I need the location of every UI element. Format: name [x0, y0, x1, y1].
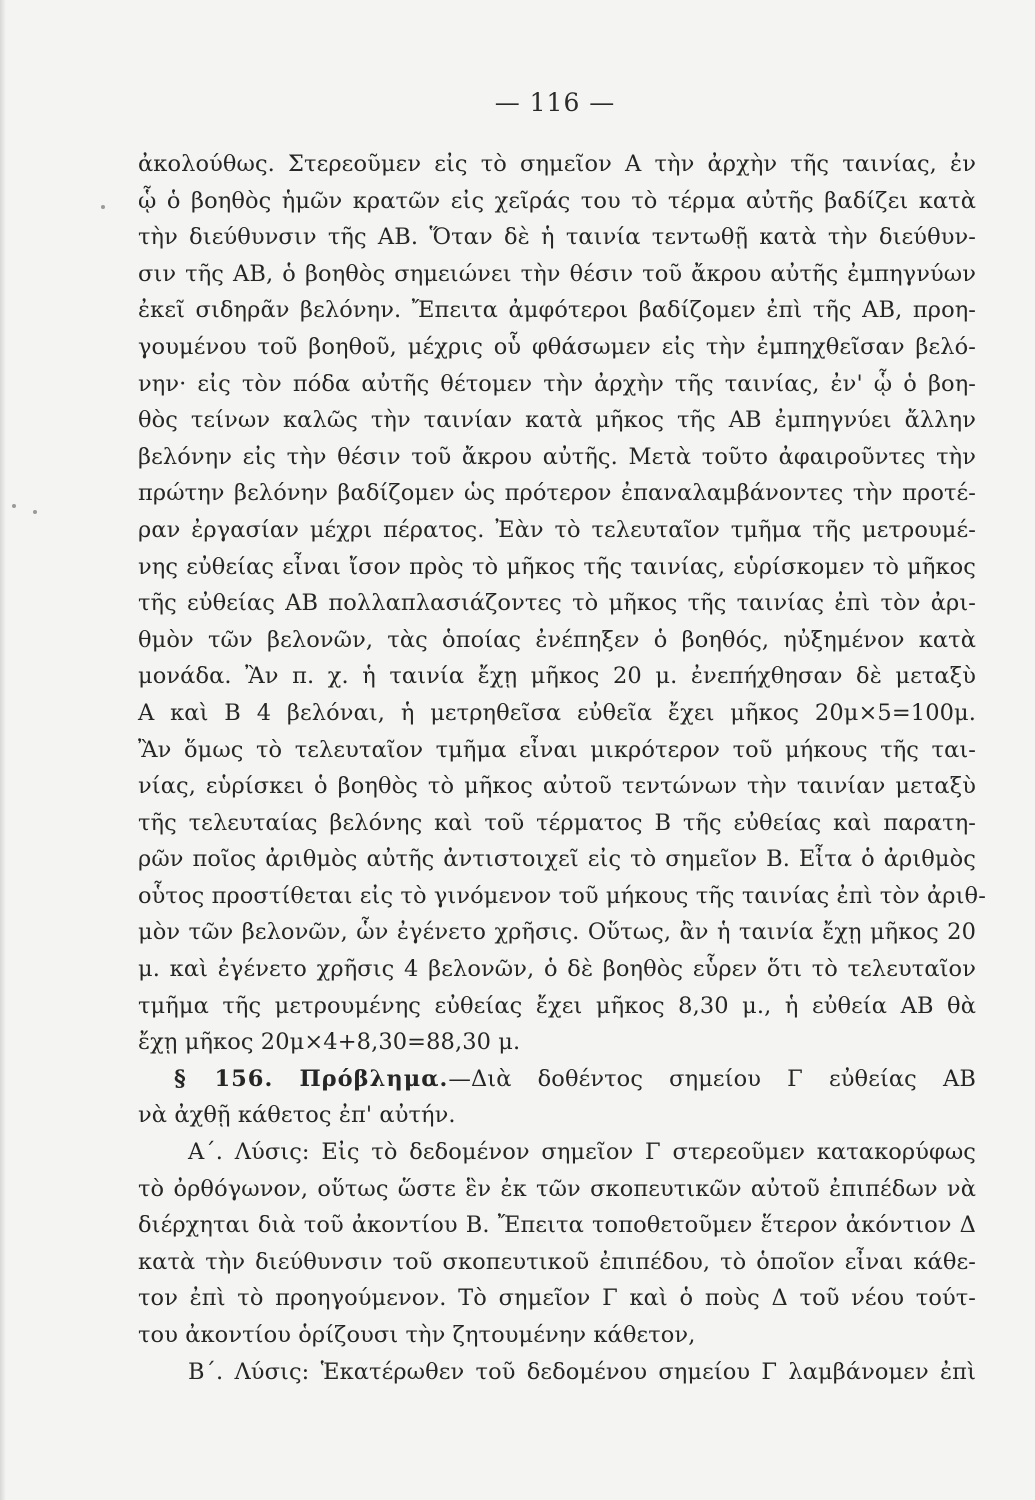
text-line: νίας, εὑρίσκει ὁ βοηθὸς τὸ μῆκος αὐτοῦ τεντώνων τὴν ταινίαν μεταξὺ	[138, 773, 976, 800]
text-line: θὸς τείνων καλῶς τὴν ταινίαν κατὰ μῆκος τῆς ΑΒ ἐμπηγνύει ἄλλην	[138, 407, 976, 434]
text-line: τὴν διεύθυνσιν τῆς ΑΒ. Ὅταν δὲ ἡ ταινία τεντωθῇ κατὰ τὴν διεύθυν-	[138, 224, 976, 251]
text-line: Α καὶ Β 4 βελόναι, ἡ μετρηθεῖσα εὐθεῖα ἔχει μῆκος 20μ×5=100μ.	[138, 699, 976, 726]
text-line: βελόνην εἰς τὴν θέσιν τοῦ ἄκρου αὐτῆς. Μετὰ τοῦτο ἀφαιροῦντες τὴν	[138, 443, 976, 470]
text-line: θμὸν τῶν βελονῶν, τὰς ὁποίας ἐνέπηξεν ὁ βοηθός, ηὐξημένον κατὰ	[138, 626, 976, 653]
text-line: νης εὐθείας εἶναι ἴσον πρὸς τὸ μῆκος τῆς ταινίας, εὑρίσκομεν τὸ μῆκος	[138, 553, 976, 580]
text-line: τὸ ὀρθόγωνον, οὕτως ὥστε ἓν ἐκ τῶν σκοπευτικῶν αὐτοῦ ἐπιπέδων νὰ	[138, 1175, 976, 1202]
page-number: — 116 —	[494, 88, 616, 117]
text-line: πρώτην βελόνην βαδίζομεν ὡς πρότερον ἐπαναλαμβάνοντες τὴν προτέ-	[138, 480, 976, 507]
section-heading-line	[138, 1061, 976, 1098]
text-line: ἀκολούθως. Στερεοῦμεν εἰς τὸ σημεῖον Α τὴν ἀρχὴν τῆς ταινίας, ἐν	[138, 151, 976, 177]
text-line: ρῶν ποῖος ἀριθμὸς αὐτῆς ἀντιστοιχεῖ εἰς τὸ σημεῖον Β. Εἶτα ὁ ἀριθμὸς	[138, 846, 976, 873]
text-line: διέρχηται διὰ τοῦ ἀκοντίου Β. Ἔπειτα τοποθετοῦμεν ἕτερον ἀκόντιον Δ	[138, 1212, 976, 1239]
section-number: § 156.	[174, 1065, 274, 1092]
paragraph-measurement	[138, 146, 986, 1061]
text-line: Β΄. Λύσις: Ἑκατέρωθεν τοῦ δεδομένου σημείου Γ λαμβάνομεν ἐπὶ	[188, 1358, 976, 1385]
text-line: ἔχῃ μῆκος 20μ×4+8,30=88,30 μ.	[138, 1029, 521, 1056]
section-lead: —Διὰ δοθέντος σημείου Γ εὐθείας ΑΒ	[448, 1065, 976, 1092]
solution-paragraphs	[138, 1134, 976, 1390]
section-title: Πρόβλημα.	[299, 1065, 449, 1092]
text-line: τῆς εὐθείας ΑΒ πολλαπλασιάζοντες τὸ μῆκος τῆς ταινίας ἐπὶ τὸν ἀρι-	[138, 590, 976, 617]
text-line: τῆς τελευταίας βελόνης καὶ τοῦ τέρματος Β τῆς εὐθείας καὶ παρατη-	[138, 809, 976, 836]
text-line: κατὰ τὴν διεύθυνσιν τοῦ σκοπευτικοῦ ἐπιπέδου, τὸ ὁποῖον εἶναι κάθε-	[138, 1248, 976, 1275]
text-line: του ἀκοντίου ὁρίζουσι τὴν ζητουμένην κάθετον,	[138, 1322, 696, 1348]
text-line: μονάδα. Ἂν π. χ. ἡ ταινία ἔχῃ μῆκος 20 μ. ἐνεπήχθησαν δὲ μεταξὺ	[138, 663, 976, 690]
body-text	[138, 146, 986, 1390]
text-line: μὸν τῶν βελονῶν, ὧν ἐγένετο χρῆσις. Οὕτως, ἂν ἡ ταινία ἔχῃ μῆκος 20	[138, 919, 976, 946]
text-line: ἐκεῖ σιδηρᾶν βελόνην. Ἔπειτα ἀμφότεροι βαδίζομεν ἐπὶ τῆς ΑΒ, προη-	[138, 297, 976, 324]
margin-speck	[12, 504, 16, 508]
text-line: τμῆμα τῆς μετρουμένης εὐθείας ἔχει μῆκος 8,30 μ., ἡ εὐθεία ΑΒ θὰ	[138, 992, 976, 1019]
text-line: μ. καὶ ἐγένετο χρῆσις 4 βελονῶν, ὁ δὲ βοηθὸς εὗρεν ὅτι τὸ τελευταῖον	[138, 956, 976, 983]
margin-speck	[33, 510, 37, 514]
text-line: Α΄. Λύσις: Εἰς τὸ δεδομένον σημεῖον Γ στερεοῦμεν κατακορύφως	[188, 1139, 976, 1166]
text-line: τον ἐπὶ τὸ προηγούμενον. Τὸ σημεῖον Γ καὶ ὁ ποὺς Δ τοῦ νέου τούτ-	[138, 1285, 976, 1312]
section-continuation: νὰ ἀχθῇ κάθετος ἐπ' αὐτήν.	[138, 1102, 456, 1129]
margin-speck	[101, 205, 105, 209]
text-line: οὗτος προστίθεται εἰς τὸ γινόμενον τοῦ μήκους τῆς ταινίας ἐπὶ τὸν ἀριθ-	[138, 882, 986, 909]
text-line: ραν ἐργασίαν μέχρι πέρατος. Ἐὰν τὸ τελευταῖον τμῆμα τῆς μετρουμέ-	[138, 516, 976, 543]
text-line: γουμένου τοῦ βοηθοῦ, μέχρις οὗ φθάσωμεν εἰς τὴν ἐμπηχθεῖσαν βελό-	[138, 333, 976, 360]
page-edge-shadow	[0, 0, 6, 1500]
text-line: νην· εἰς τὸν πόδα αὐτῆς θέτομεν τὴν ἀρχὴν τῆς ταινίας, ἐν' ᾧ ὁ βοη-	[138, 370, 976, 397]
text-line: σιν τῆς ΑΒ, ὁ βοηθὸς σημειώνει τὴν θέσιν τοῦ ἄκρου αὐτῆς ἐμπηγνύων	[138, 260, 976, 287]
text-line: ᾧ ὁ βοηθὸς ἡμῶν κρατῶν εἰς χεῖράς του τὸ τέρμα αὐτῆς βαδίζει κατὰ	[138, 187, 976, 214]
text-line: Ἂν ὅμως τὸ τελευταῖον τμῆμα εἶναι μικρότερον τοῦ μήκους τῆς ται-	[138, 736, 976, 763]
